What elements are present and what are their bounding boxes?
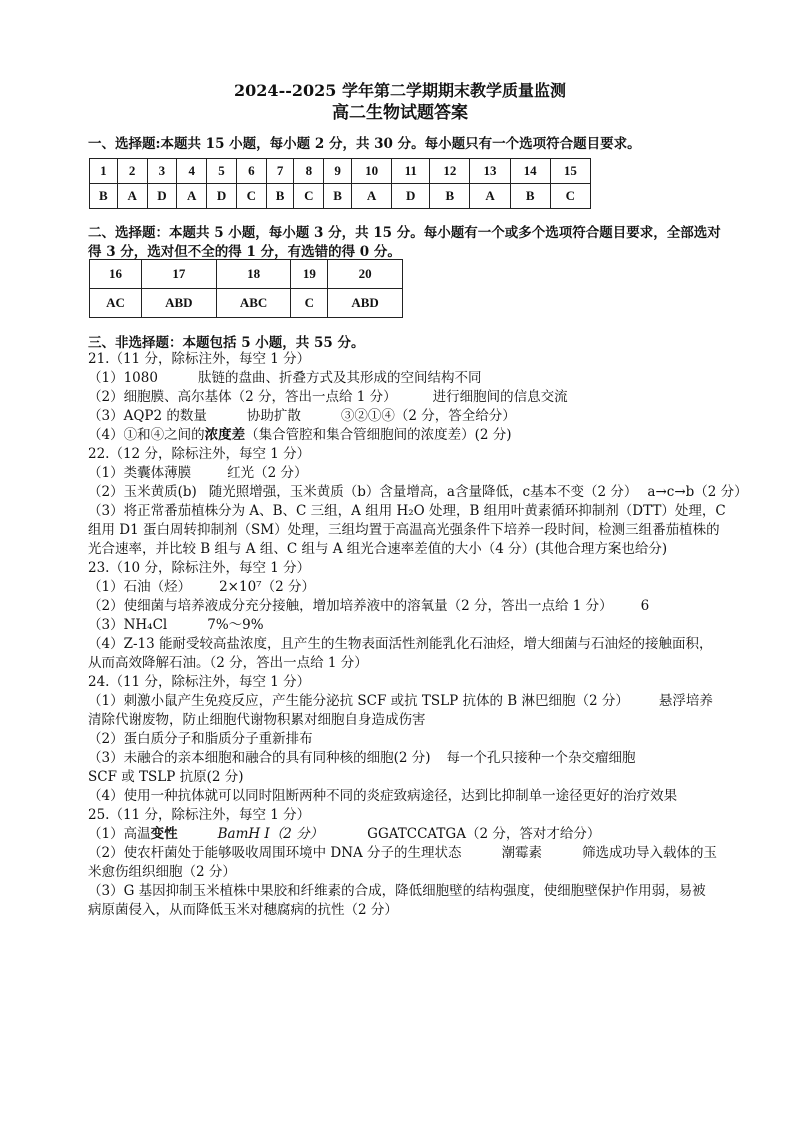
q24-answer-1-cont: 清除代谢废物，防止细胞代谢物积累对细胞自身造成伤害 — [88, 712, 426, 728]
q22-2a: （2）玉米黄质(b) — [88, 484, 197, 500]
q24-answer-1 — [88, 692, 713, 710]
q23-3a: （3）NH₄Cl — [88, 617, 168, 633]
q21-1a: （1）1080 — [88, 370, 158, 386]
answer-cell: A — [177, 184, 207, 209]
q25-1c: BamH I（2 分） — [217, 826, 324, 842]
q23-1b: 2×10⁷（2 分） — [219, 579, 315, 595]
q25-answer-2 — [88, 844, 717, 862]
q23-answer-4-line2: 从而高效降解石油。（2 分，答出一点给 1 分） — [88, 655, 368, 671]
q24-answer-4: （4）使用一种抗体就可以同时阻断两种不同的炎症致病途径，达到比抑制单一途径更好的治疗效果 — [88, 788, 678, 804]
q25-answer-2-cont: 米愈伤组织细胞（2 分） — [88, 864, 236, 880]
answer-cell: C — [550, 184, 590, 209]
table-row — [90, 159, 591, 184]
q23-answer-3 — [88, 616, 264, 634]
q24-heading: 24.（11 分，除标注外，每空 1 分） — [88, 674, 311, 690]
q21-answer-4 — [88, 426, 512, 444]
answer-cell: A — [117, 184, 147, 209]
q25-1b: 变性 — [150, 826, 178, 842]
q24-1a: （1）刺激小鼠产生免疫反应，产生能分泌抗 SCF 或抗 TSLP 抗体的 B 淋巴细胞（2 分） — [88, 693, 629, 709]
q22-1a: （1）类囊体薄膜 — [88, 465, 192, 481]
q21-2a: （2）细胞膜、高尔基体（2 分，答出一点给 1 分） — [88, 389, 397, 405]
answer-cell: B — [266, 184, 294, 209]
q22-answer-3-line3: 光合速率，并比较 B 组与 A 组、C 组与 A 组光合速率差值的大小（4 分）(其他合理方案也给分) — [88, 541, 668, 557]
question-number-cell: 10 — [351, 159, 391, 184]
question-number-cell: 16 — [90, 260, 142, 289]
question-number-cell: 15 — [550, 159, 590, 184]
q21-3a: （3）AQP2 的数量 — [88, 408, 207, 424]
answer-cell: B — [324, 184, 352, 209]
q25-2a: （2）使农杆菌处于能够吸收周围环境中 DNA 分子的生理状态 — [88, 845, 462, 861]
q21-4a: （4）①和④之间的 — [88, 427, 205, 443]
q22-answer-2 — [88, 483, 748, 501]
q25-answer-3-line2: 病原菌侵入，从而降低玉米对穗腐病的抗性（2 分） — [88, 902, 398, 918]
answer-cell: AC — [90, 289, 142, 318]
question-number-cell: 6 — [236, 159, 266, 184]
q21-4b: 浓度差 — [204, 427, 246, 443]
section1-heading: 一、选择题:本题共 15 小题，每小题 2 分，共 30 分。每小题只有一个选项符合题目要求。 — [88, 136, 641, 152]
q22-1b: 红光（2 分） — [227, 465, 308, 481]
q24-1b: 悬浮培养 — [658, 693, 713, 709]
q23-2b: 6 — [640, 598, 650, 614]
q25-1d: GGATCCATGA（2 分，答对才给分） — [367, 826, 601, 842]
q25-answer-1 — [88, 825, 600, 843]
answer-cell: ABD — [328, 289, 403, 318]
q23-1a: （1）石油（烃） — [88, 579, 192, 595]
question-number-cell: 5 — [207, 159, 237, 184]
answer-cell: A — [470, 184, 510, 209]
question-number-cell: 4 — [177, 159, 207, 184]
answer-cell: B — [430, 184, 470, 209]
question-number-cell: 2 — [117, 159, 147, 184]
document-title: 2024--2025 学年第二学期期末教学质量监测 — [234, 81, 566, 100]
q21-answer-2 — [88, 388, 568, 406]
q25-2b: 潮霉素 — [501, 845, 543, 861]
q22-2b: 随光照增强，玉米黄质（b）含量增高，a含量降低，c基本不变（2 分） — [208, 484, 638, 500]
answer-cell: A — [351, 184, 391, 209]
answer-cell: C — [236, 184, 266, 209]
question-number-cell: 17 — [141, 260, 216, 289]
q22-answer-3-line2: 组用 D1 蛋白周转抑制剂（SM）处理，三组均置于高温高光强条件下培养一段时间，检测三组番茄植株的 — [88, 522, 720, 538]
q22-answer-1 — [88, 464, 307, 482]
question-number-cell: 18 — [216, 260, 291, 289]
answer-cell: B — [510, 184, 550, 209]
q25-1a: （1）高温 — [88, 826, 151, 842]
q21-4c: （集合管腔和集合管细胞间的浓度差）(2 分) — [245, 427, 512, 443]
q22-answer-3-line1: （3）将正常番茄植株分为 A、B、C 三组，A 组用 H₂O 处理，B 组用叶黄素循环抑制剂（DTT）处理，C — [88, 503, 726, 519]
section3-heading: 三、非选择题：本题包括 5 小题，共 55 分。 — [88, 335, 365, 351]
answer-cell: B — [90, 184, 118, 209]
q21-3c: ③②①④（2 分，答全给分） — [340, 408, 516, 424]
q23-answer-1 — [88, 578, 315, 596]
question-number-cell: 14 — [510, 159, 550, 184]
section2-answer-table — [89, 259, 403, 318]
section2-heading-line2: 得 3 分，选对但不全的得 1 分，有选错的得 0 分。 — [88, 244, 401, 260]
q24-4a: （3）未融合的亲本细胞和融合的具有同种核的细胞(2 分) — [88, 750, 431, 766]
q24-answer-3 — [88, 749, 636, 767]
answer-cell: D — [207, 184, 237, 209]
answer-cell: D — [147, 184, 177, 209]
table-row — [90, 184, 591, 209]
q21-answer-1 — [88, 369, 481, 387]
q23-answer-4-line1: （4）Z-13 能耐受较高盐浓度，且产生的生物表面活性剂能乳化石油烃，增大细菌与石油烃的接触面积， — [88, 636, 713, 652]
answer-cell: D — [392, 184, 430, 209]
section1-answer-table — [89, 158, 591, 209]
q21-1b: 肽链的盘曲、折叠方式及其形成的空间结构不同 — [197, 370, 482, 386]
q21-3b: 协助扩散 — [246, 408, 301, 424]
question-number-cell: 9 — [324, 159, 352, 184]
q24-answer-3-cont: SCF 或 TSLP 抗原(2 分) — [88, 769, 244, 785]
question-number-cell: 19 — [291, 260, 328, 289]
q21-heading: 21.（11 分，除标注外，每空 1 分） — [88, 351, 311, 367]
question-number-cell: 8 — [294, 159, 324, 184]
question-number-cell: 12 — [430, 159, 470, 184]
question-number-cell: 1 — [90, 159, 118, 184]
q23-3b: 7%～9% — [207, 617, 264, 633]
answer-cell: C — [291, 289, 328, 318]
q21-2b: 进行细胞间的信息交流 — [432, 389, 568, 405]
question-number-cell: 20 — [328, 260, 403, 289]
answer-cell: ABC — [216, 289, 291, 318]
q22-2c: a→c→b（2 分） — [647, 484, 748, 500]
q21-answer-3 — [88, 407, 516, 425]
q25-answer-3-line1: （3）G 基因抑制玉米植株中果胶和纤维素的合成，降低细胞壁的结构强度，使细胞壁保护作用弱，易被 — [88, 883, 706, 899]
question-number-cell: 3 — [147, 159, 177, 184]
document-subtitle: 高二生物试题答案 — [332, 103, 468, 123]
q25-heading: 25.（11 分，除标注外，每空 1 分） — [88, 807, 311, 823]
table-row — [90, 260, 403, 289]
section2-heading-line1: 二、选择题：本题共 5 小题，每小题 3 分，共 15 分。每小题有一个或多个选项符合题目要求，全部选对 — [88, 225, 721, 241]
q25-2c: 筛选成功导入载体的玉 — [582, 845, 718, 861]
q24-4b: 每一个孔只接种一个杂交瘤细胞 — [446, 750, 636, 766]
question-number-cell: 7 — [266, 159, 294, 184]
answer-cell: ABD — [141, 289, 216, 318]
q23-2a: （2）使细菌与培养液成分充分接触，增加培养液中的溶氧量（2 分，答出一点给 1 分） — [88, 598, 613, 614]
question-number-cell: 13 — [470, 159, 510, 184]
q23-answer-2 — [88, 597, 649, 615]
q22-heading: 22.（12 分，除标注外，每空 1 分） — [88, 446, 311, 462]
table-row — [90, 289, 403, 318]
answer-cell: C — [294, 184, 324, 209]
q24-answer-2: （2）蛋白质分子和脂质分子重新排布 — [88, 731, 313, 747]
q23-heading: 23.（10 分，除标注外，每空 1 分） — [88, 560, 311, 576]
question-number-cell: 11 — [392, 159, 430, 184]
